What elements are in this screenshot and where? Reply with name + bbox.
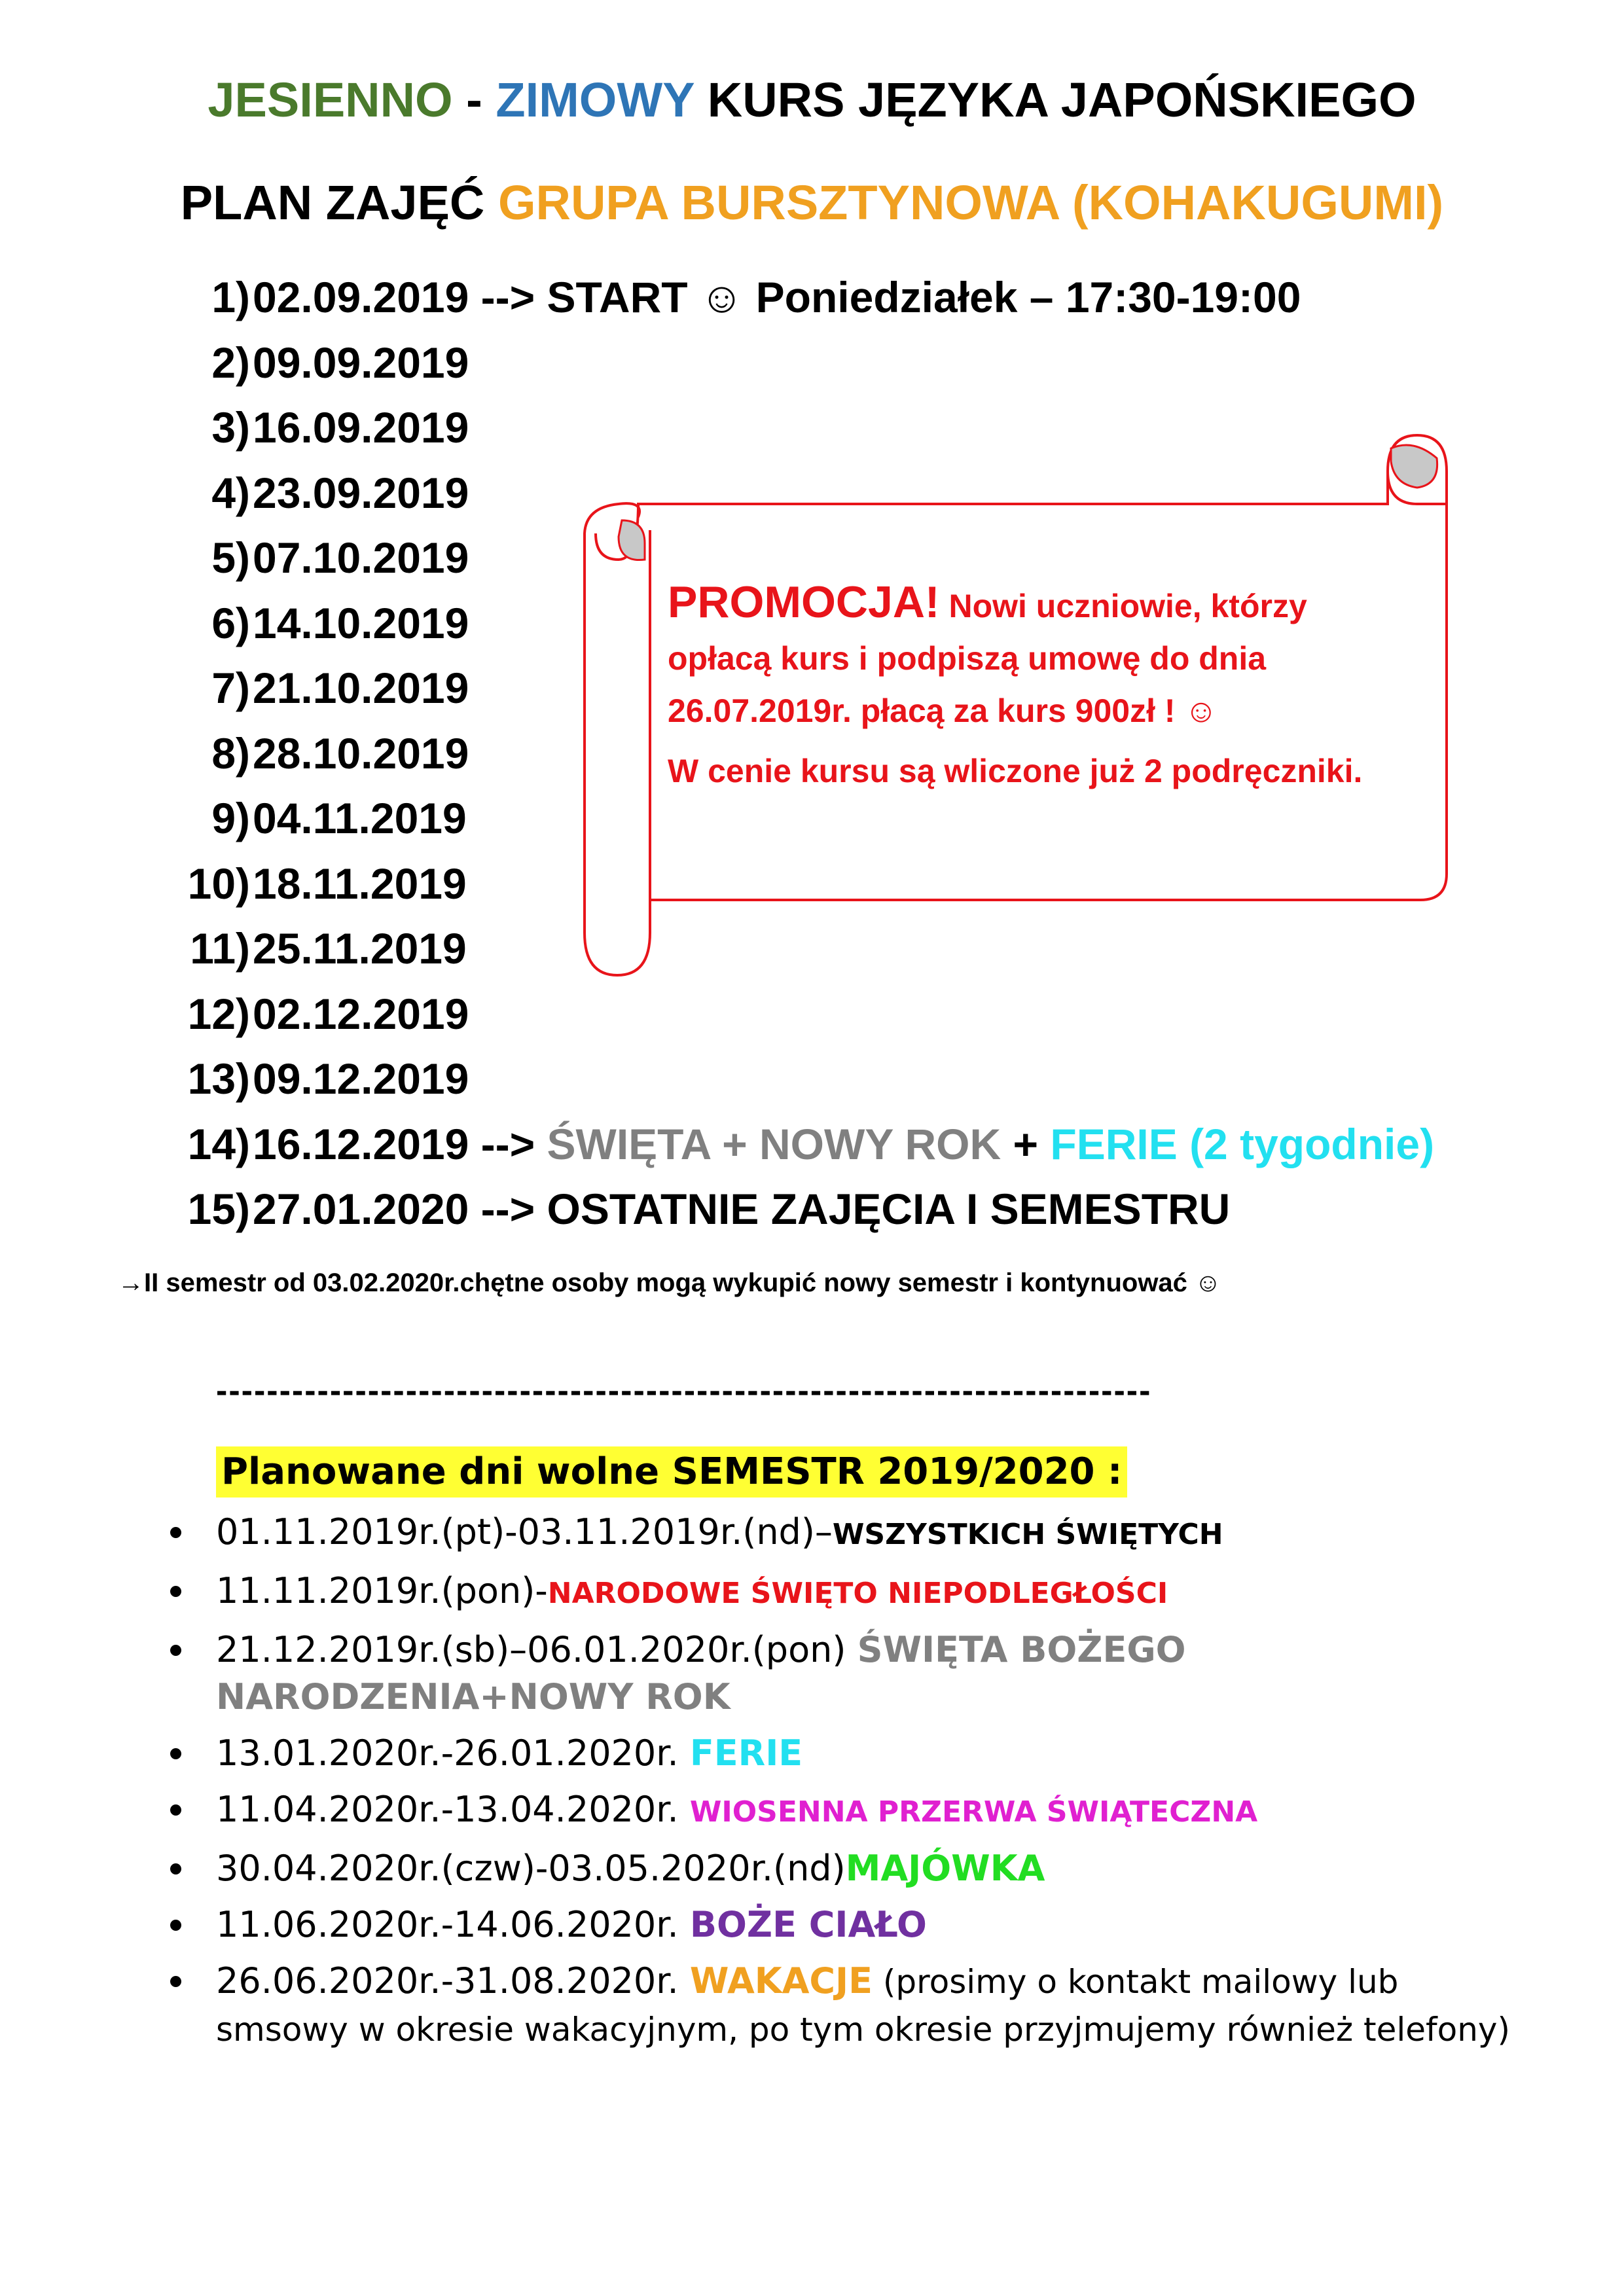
- holiday-label: WAKACJE: [689, 1960, 873, 2001]
- schedule-number: 13): [187, 1054, 250, 1103]
- bullet-icon: [170, 1976, 181, 1987]
- bullet-icon: [170, 1527, 181, 1538]
- holiday-label: WSZYSTKICH ŚWIĘTYCH: [832, 1518, 1223, 1551]
- title-zimowy: ZIMOWY: [496, 73, 695, 127]
- holidays-heading: Planowane dni wolne SEMESTR 2019/2020 :: [216, 1446, 1127, 1498]
- list-item: [157, 1509, 1532, 1558]
- divider-line: --------------------------------------------------------------------------: [216, 1372, 1152, 1410]
- holiday-dates: 11.04.2020r.-13.04.2020r.: [216, 1789, 690, 1830]
- holiday-ferie: FERIE (2 tygodnie): [1050, 1119, 1435, 1168]
- holiday-dates: 01.11.2019r.(pt)-03.11.2019r.(nd)–: [216, 1511, 833, 1552]
- holiday-dates: 21.12.2019r.(sb)–06.01.2020r.(pon): [216, 1629, 857, 1670]
- bullet-icon: [170, 1748, 181, 1759]
- schedule-number: 11): [190, 924, 250, 973]
- schedule-date: 21.10.2019: [253, 664, 469, 712]
- bullet-icon: [170, 1863, 181, 1874]
- promo-headline: PROMOCJA!: [668, 577, 940, 627]
- holiday-dates: 30.04.2020r.(czw)-03.05.2020r.(nd): [216, 1848, 846, 1889]
- schedule-number: 2): [211, 338, 250, 387]
- schedule-number: 10): [187, 859, 250, 908]
- holiday-label: ŚWIĘTA BOŻEGO NARODZENIA+NOWY ROK: [216, 1629, 1186, 1717]
- holiday-christmas-newyear: ŚWIĘTA + NOWY ROK: [547, 1119, 1001, 1168]
- schedule-date: 09.09.2019: [253, 338, 469, 387]
- promo-line-4: W cenie kursu są wliczone już 2 podręczniki.: [668, 753, 1363, 789]
- schedule-date: 07.10.2019: [253, 533, 469, 582]
- bullet-icon: [170, 1645, 181, 1656]
- schedule-date: 14.10.2019: [253, 598, 469, 647]
- schedule-date: 27.01.2020 --> OSTATNIE ZAJĘCIA I SEMESTRU: [253, 1185, 1231, 1233]
- holiday-note: (prosimy o kontakt mailowy lub smsowy w okresie wakacyjnym, po tym okresie przyjmujemy również telefony): [216, 1963, 1510, 2049]
- holiday-label: BOŻE CIAŁO: [689, 1904, 927, 1945]
- list-item: [157, 1626, 1532, 1721]
- promo-line-1: [668, 576, 1401, 632]
- second-semester-note: →II semestr od 03.02.2020r.chętne osoby mogą wykupić nowy semestr i kontynuować ☺: [118, 1268, 1221, 1297]
- schedule-number: 4): [211, 468, 250, 517]
- promo-line-2: opłacą kurs i podpiszą umowę do dnia: [668, 640, 1267, 677]
- title-jesienno: JESIENNO: [208, 73, 453, 127]
- list-item: [157, 1901, 1532, 1948]
- promo-text: [668, 576, 1401, 797]
- schedule-date: 18.11.2019: [253, 859, 467, 908]
- schedule-date: 09.12.2019: [253, 1054, 469, 1103]
- schedule-number: 1): [211, 273, 250, 321]
- schedule-number: 9): [211, 794, 250, 842]
- title-course: KURS JĘZYKA JAPOŃSKIEGO: [694, 73, 1416, 127]
- schedule-date: 04.11.2019: [253, 794, 467, 842]
- holiday-label: FERIE: [689, 1732, 803, 1774]
- schedule-date: 25.11.2019: [253, 924, 467, 973]
- schedule-number: 14): [187, 1119, 250, 1168]
- list-item: [157, 1958, 1532, 2053]
- holiday-label: WIOSENNA PRZERWA ŚWIĄTECZNA: [689, 1795, 1258, 1829]
- holiday-dates: 13.01.2020r.-26.01.2020r.: [216, 1732, 690, 1774]
- plus-sign: +: [1001, 1119, 1051, 1168]
- list-item: [157, 1568, 1532, 1617]
- schedule-number: 7): [211, 664, 250, 712]
- list-item: [157, 1730, 1532, 1777]
- promo-line-3: 26.07.2019r. płacą za kurs 900zł ! ☺: [668, 692, 1218, 729]
- schedule-number: 3): [211, 403, 250, 452]
- holiday-label: MAJÓWKA: [845, 1848, 1045, 1889]
- subtitle-group: GRUPA BURSZTYNOWA (KOHAKUGUMI): [497, 175, 1444, 230]
- schedule-date: 16.09.2019: [253, 403, 469, 452]
- promo-line-1-text: Nowi uczniowie, którzy: [939, 588, 1307, 624]
- holiday-dates: 26.06.2020r.-31.08.2020r.: [216, 1960, 690, 2001]
- schedule-number: 8): [211, 728, 250, 778]
- holiday-label: NARODOWE ŚWIĘTO NIEPODLEGŁOŚCI: [547, 1577, 1168, 1610]
- subtitle-plan: PLAN ZAJĘĆ: [180, 175, 498, 230]
- schedule-number: 5): [211, 533, 250, 582]
- schedule-date: 23.09.2019: [253, 468, 469, 517]
- holidays-list: [157, 1509, 1532, 2062]
- bullet-icon: [170, 1920, 181, 1931]
- list-item: [157, 1786, 1532, 1836]
- title-separator: -: [452, 73, 496, 127]
- schedule-number: 15): [187, 1185, 250, 1233]
- schedule-number: 6): [211, 598, 250, 647]
- schedule-date: 16.12.2019 -->: [253, 1119, 547, 1168]
- holiday-dates: 11.06.2020r.-14.06.2020r.: [216, 1904, 690, 1945]
- holiday-dates: 11.11.2019r.(pon)-: [216, 1570, 548, 1611]
- schedule-date: 02.09.2019 --> START ☺ Poniedziałek – 17:30-19:00: [253, 273, 1301, 321]
- bullet-icon: [170, 1804, 181, 1816]
- schedule-number: 12): [187, 989, 250, 1038]
- bullet-icon: [170, 1586, 181, 1597]
- list-item: [157, 1845, 1532, 1892]
- schedule-date: 28.10.2019: [253, 728, 469, 778]
- schedule-date: 02.12.2019: [253, 989, 469, 1038]
